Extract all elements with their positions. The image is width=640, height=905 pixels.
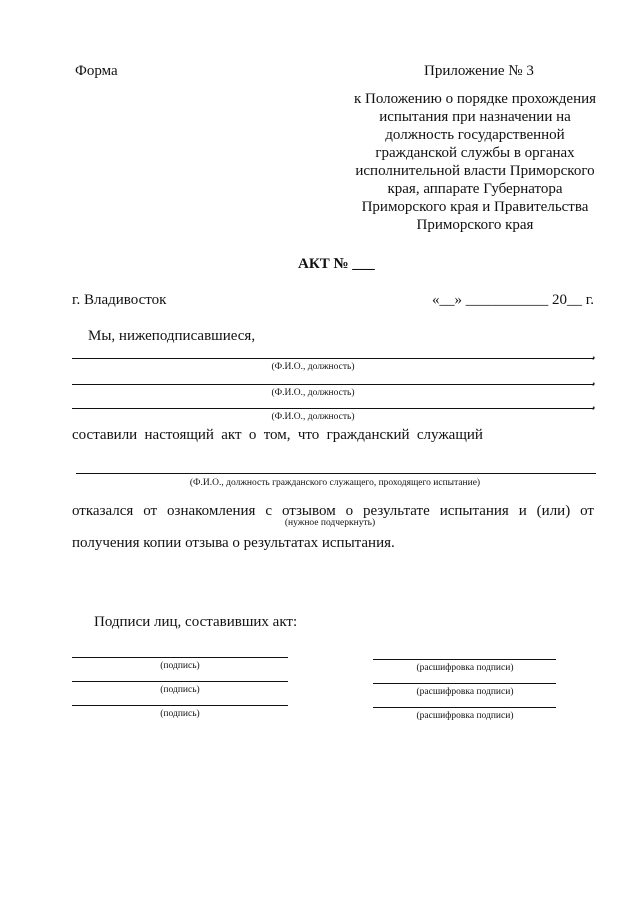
word: (или) (536, 503, 571, 519)
signature-line (72, 657, 288, 658)
appendix-line: Приморского края (416, 217, 534, 233)
decode-caption: (расшифровка подписи) (416, 687, 514, 697)
word: результате (363, 503, 430, 519)
employee-caption: (Ф.И.О., должность гражданского служащего, проходящего испытание) (189, 478, 481, 488)
member-line (72, 408, 594, 409)
appendix-line: к Положению о порядке прохождения (353, 91, 597, 107)
signature-line (72, 681, 288, 682)
member-caption: (Ф.И.О., должность) (271, 388, 355, 398)
comma: , (592, 397, 596, 412)
decode-caption: (расшифровка подписи) (416, 663, 514, 673)
act-title: АКТ № ___ (298, 256, 375, 272)
word: испытания (439, 503, 509, 519)
comma: , (592, 373, 596, 388)
signature-caption: (подпись) (160, 685, 200, 695)
decode-caption: (расшифровка подписи) (416, 711, 514, 721)
member-caption: (Ф.И.О., должность) (271, 362, 355, 372)
word: служащий (416, 427, 483, 443)
word: настоящий (144, 427, 214, 443)
appendix-line: Приморского края и Правительства (361, 199, 589, 215)
word: гражданский (326, 427, 410, 443)
member-caption: (Ф.И.О., должность) (271, 412, 355, 422)
word: акт (221, 427, 242, 443)
word: составили (72, 427, 138, 443)
employee-line (76, 473, 596, 474)
appendix-line: исполнительной власти Приморского (355, 163, 595, 179)
underline-hint: (нужное подчеркнуть) (284, 518, 376, 528)
comma: , (592, 347, 596, 362)
word: ознакомления (167, 503, 256, 519)
signatures-heading: Подписи лиц, составивших акт: (94, 614, 298, 630)
word: и (518, 503, 527, 519)
decode-line (373, 707, 556, 708)
appendix-line: гражданской службы в органах (375, 145, 575, 161)
signature-caption: (подпись) (160, 709, 200, 719)
appendix-line: испытания при назначении на (379, 109, 571, 125)
word: о (345, 503, 354, 519)
word: от (580, 503, 594, 519)
statement-text (72, 426, 483, 444)
word: от (143, 503, 158, 519)
act-date: «__» ___________ 20__ г. (432, 292, 594, 308)
word: что (297, 427, 320, 443)
word: том, (263, 427, 291, 443)
word: с (265, 503, 273, 519)
word: отказался (72, 503, 134, 519)
member-line (72, 384, 594, 385)
intro-text: Мы, нижеподписавшиеся, (88, 328, 256, 344)
signature-caption: (подпись) (160, 661, 200, 671)
city: г. Владивосток (72, 292, 167, 308)
signature-line (72, 705, 288, 706)
appendix-reference (330, 90, 620, 234)
form-label: Форма (75, 63, 118, 79)
appendix-line: края, аппарате Губернатора (387, 181, 563, 197)
appendix-title: Приложение № 3 (424, 63, 534, 79)
member-line (72, 358, 594, 359)
appendix-line: должность государственной (385, 127, 565, 143)
decode-line (373, 683, 556, 684)
decode-line (373, 659, 556, 660)
word: о (248, 427, 257, 443)
word: отзывом (281, 503, 336, 519)
refusal-text-line2: получения копии отзыва о результатах испытания. (72, 535, 395, 551)
